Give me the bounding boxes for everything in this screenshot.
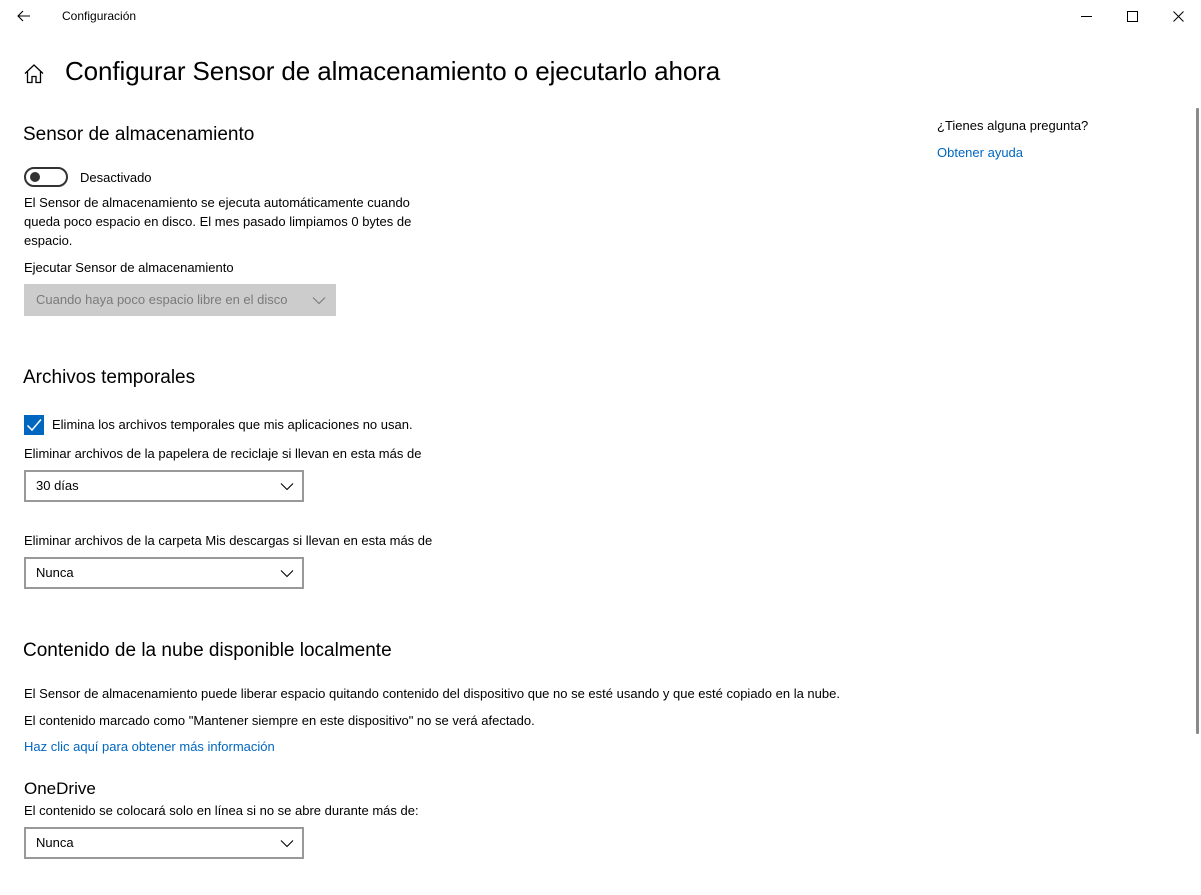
minimize-button[interactable]	[1063, 0, 1109, 32]
toggle-knob	[30, 172, 40, 182]
close-icon	[1173, 11, 1184, 22]
more-info-link[interactable]: Haz clic aquí para obtener más información	[24, 739, 275, 754]
onedrive-dropdown[interactable]	[24, 827, 304, 859]
checkmark-icon	[24, 415, 44, 435]
storage-sense-description-line-1: El Sensor de almacenamiento se ejecuta automáticamente cuando	[24, 195, 410, 210]
run-storage-sense-dropdown[interactable]	[24, 284, 336, 316]
storage-sense-description-line-2: queda poco espacio en disco. El mes pasado limpiamos 0 bytes de	[24, 214, 412, 229]
page-title: Configurar Sensor de almacenamiento o ejecutarlo ahora	[65, 56, 721, 86]
chevron-down-icon	[312, 293, 326, 307]
run-storage-sense-label: Ejecutar Sensor de almacenamiento	[24, 260, 234, 275]
delete-temp-files-checkbox[interactable]	[24, 415, 44, 435]
help-question: ¿Tienes alguna pregunta?	[937, 118, 1089, 133]
maximize-icon	[1127, 11, 1138, 22]
storage-sense-toggle[interactable]	[24, 167, 68, 187]
recycle-bin-value: 30 días	[36, 478, 79, 493]
storage-sense-heading: Sensor de almacenamiento	[23, 124, 255, 145]
delete-temp-files-label: Elimina los archivos temporales que mis aplicaciones no usan.	[52, 417, 413, 432]
back-arrow-icon	[17, 10, 31, 22]
home-icon	[22, 62, 46, 86]
chevron-down-icon	[280, 566, 294, 580]
chevron-down-icon	[280, 836, 294, 850]
downloads-value: Nunca	[36, 565, 74, 580]
cloud-description-line-1: El Sensor de almacenamiento puede liberar espacio quitando contenido del dispositivo que no se esté usando y que esté copiado en la nube.	[24, 686, 840, 701]
recycle-bin-label: Eliminar archivos de la papelera de reciclaje si llevan en esta más de	[24, 446, 422, 461]
back-button[interactable]	[8, 0, 40, 32]
home-button[interactable]	[22, 62, 46, 86]
onedrive-value: Nunca	[36, 835, 74, 850]
close-button[interactable]	[1155, 0, 1201, 32]
cloud-content-heading: Contenido de la nube disponible localmente	[23, 640, 392, 661]
recycle-bin-dropdown[interactable]	[24, 470, 304, 502]
cloud-description-line-2: El contenido marcado como "Mantener siempre en este dispositivo" no se verá afectado.	[24, 713, 535, 728]
run-storage-sense-value: Cuando haya poco espacio libre en el disco	[36, 292, 288, 307]
chevron-down-icon	[280, 479, 294, 493]
minimize-icon	[1081, 11, 1092, 22]
temp-files-heading: Archivos temporales	[23, 367, 196, 388]
downloads-label: Eliminar archivos de la carpeta Mis descargas si llevan en esta más de	[24, 533, 433, 548]
get-help-link[interactable]: Obtener ayuda	[937, 145, 1024, 160]
vertical-scrollbar[interactable]	[1196, 108, 1199, 734]
onedrive-heading: OneDrive	[24, 779, 96, 798]
maximize-button[interactable]	[1109, 0, 1155, 32]
downloads-dropdown[interactable]	[24, 557, 304, 589]
window-title: Configuración	[62, 9, 137, 23]
onedrive-label: El contenido se colocará solo en línea si no se abre durante más de:	[24, 803, 419, 818]
storage-sense-toggle-label: Desactivado	[80, 170, 152, 185]
storage-sense-description-line-3: espacio.	[24, 233, 73, 248]
title-bar	[0, 0, 1201, 32]
